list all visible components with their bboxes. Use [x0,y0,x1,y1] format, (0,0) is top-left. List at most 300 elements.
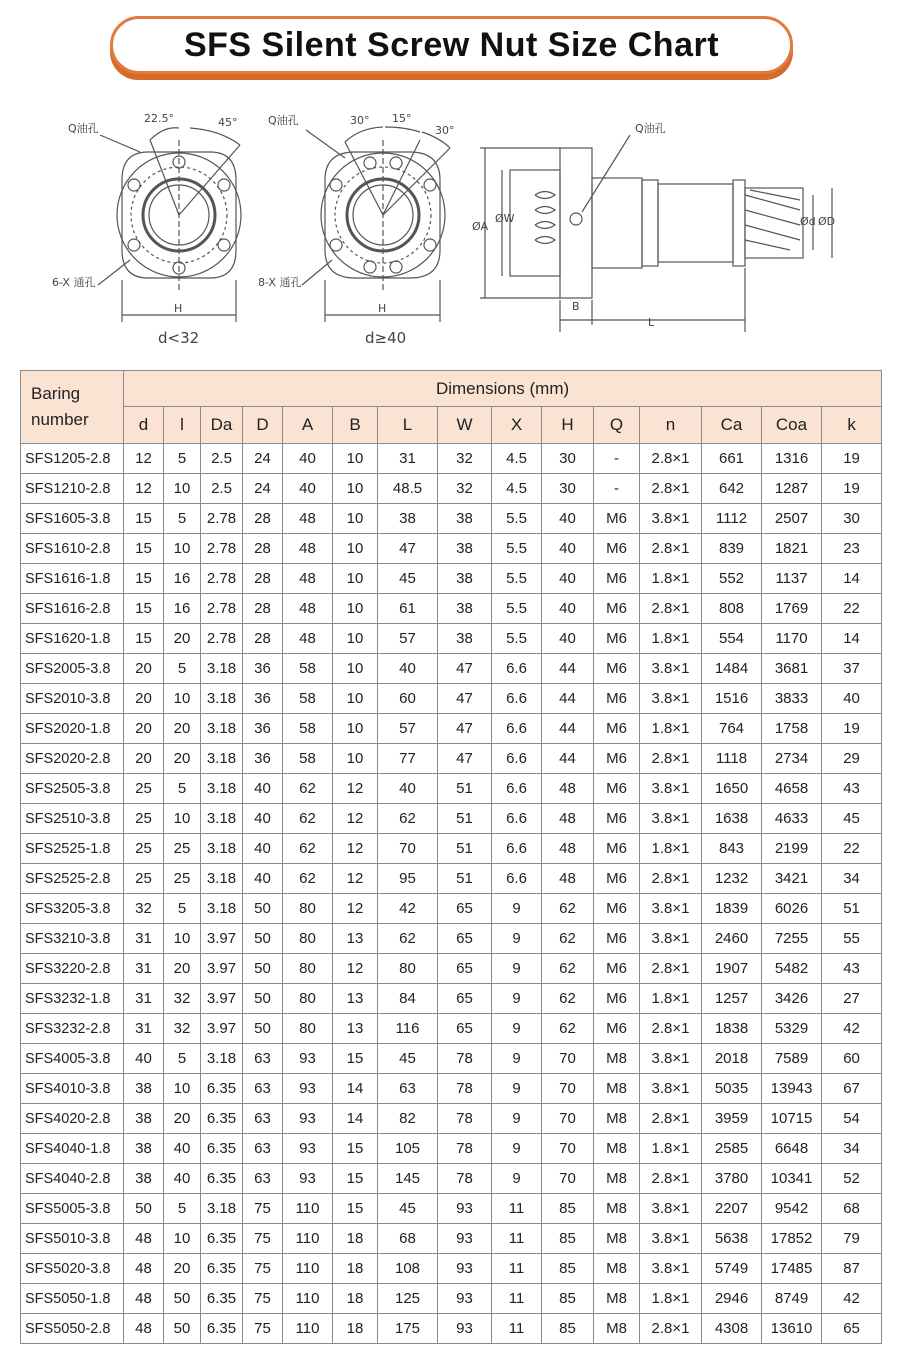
value-cell-coa: 2734 [762,744,822,774]
value-cell-q: M6 [594,714,640,744]
value-cell-l: 5 [164,774,201,804]
value-cell-ca: 1484 [702,654,762,684]
value-cell-w: 51 [438,834,492,864]
value-cell-ca: 2460 [702,924,762,954]
value-cell-d: 15 [124,504,164,534]
table-body [21,444,882,1344]
value-cell-coa: 5482 [762,954,822,984]
column-header-k: k [822,407,882,444]
value-cell-da: 2.78 [201,504,243,534]
value-cell-l: 10 [164,474,201,504]
column-header-a: A [283,407,333,444]
bearing-number-cell: SFS1210-2.8 [21,474,124,504]
value-cell-n: 2.8×1 [640,1014,702,1044]
value-cell-q: M6 [594,534,640,564]
value-cell-a: 93 [283,1074,333,1104]
value-cell-coa: 1287 [762,474,822,504]
value-cell-coa: 1821 [762,534,822,564]
value-cell-w: 93 [438,1194,492,1224]
value-cell-d: 38 [124,1164,164,1194]
value-cell-ca: 642 [702,474,762,504]
table-row [21,984,882,1014]
value-cell-da: 3.18 [201,654,243,684]
value-cell-b: 12 [333,954,378,984]
value-cell-w: 65 [438,954,492,984]
value-cell-q: M6 [594,654,640,684]
value-cell-x: 11 [492,1194,542,1224]
value-cell-ca: 1638 [702,804,762,834]
value-cell-coa: 17485 [762,1254,822,1284]
value-cell-l: 105 [378,1134,438,1164]
value-cell-q: M6 [594,594,640,624]
bearing-number-cell: SFS4040-2.8 [21,1164,124,1194]
value-cell-w: 65 [438,924,492,954]
value-cell-k: 87 [822,1254,882,1284]
value-cell-d: 38 [124,1074,164,1104]
value-cell-da: 2.5 [201,474,243,504]
table-row [21,534,882,564]
value-cell-ca: 1516 [702,684,762,714]
table-row [21,834,882,864]
value-cell-k: 55 [822,924,882,954]
value-cell-d: 32 [124,894,164,924]
value-cell-b: 12 [333,864,378,894]
mid-condition-label: d≥40 [365,329,407,347]
value-cell-a: 80 [283,984,333,1014]
value-cell-k: 51 [822,894,882,924]
value-cell-l: 10 [164,534,201,564]
value-cell-ca: 3780 [702,1164,762,1194]
value-cell-ca: 3959 [702,1104,762,1134]
value-cell-coa: 9542 [762,1194,822,1224]
size-chart-table [20,370,882,1344]
value-cell-da: 6.35 [201,1134,243,1164]
table-row [21,1284,882,1314]
value-cell-d: 63 [243,1164,283,1194]
value-cell-h: 70 [542,1044,594,1074]
value-cell-l: 82 [378,1104,438,1134]
value-cell-l: 62 [378,924,438,954]
value-cell-h: 62 [542,954,594,984]
value-cell-a: 40 [283,474,333,504]
value-cell-ca: 1907 [702,954,762,984]
value-cell-a: 62 [283,774,333,804]
value-cell-h: 70 [542,1104,594,1134]
value-cell-d: 48 [124,1284,164,1314]
table-row [21,924,882,954]
value-cell-l: 48.5 [378,474,438,504]
value-cell-x: 6.6 [492,804,542,834]
value-cell-h: 62 [542,894,594,924]
value-cell-a: 110 [283,1284,333,1314]
value-cell-x: 6.6 [492,864,542,894]
value-cell-ca: 5749 [702,1254,762,1284]
value-cell-h: 62 [542,984,594,1014]
value-cell-l: 45 [378,1044,438,1074]
value-cell-x: 6.6 [492,654,542,684]
value-cell-n: 3.8×1 [640,1194,702,1224]
value-cell-k: 42 [822,1284,882,1314]
value-cell-b: 10 [333,594,378,624]
value-cell-x: 9 [492,1104,542,1134]
value-cell-h: 48 [542,834,594,864]
column-header-b: B [333,407,378,444]
value-cell-k: 22 [822,594,882,624]
value-cell-n: 2.8×1 [640,1164,702,1194]
value-cell-n: 3.8×1 [640,924,702,954]
value-cell-coa: 1769 [762,594,822,624]
value-cell-ca: 1257 [702,984,762,1014]
value-cell-k: 34 [822,864,882,894]
value-cell-d: 36 [243,654,283,684]
value-cell-l: 25 [164,834,201,864]
value-cell-d: 75 [243,1284,283,1314]
table-row [21,804,882,834]
value-cell-a: 48 [283,594,333,624]
value-cell-n: 1.8×1 [640,624,702,654]
bearing-number-cell: SFS5010-3.8 [21,1224,124,1254]
value-cell-b: 18 [333,1284,378,1314]
value-cell-w: 47 [438,714,492,744]
value-cell-coa: 2507 [762,504,822,534]
value-cell-coa: 2199 [762,834,822,864]
value-cell-l: 84 [378,984,438,1014]
value-cell-x: 9 [492,924,542,954]
value-cell-n: 1.8×1 [640,1284,702,1314]
column-header-q: Q [594,407,640,444]
value-cell-d: 50 [243,984,283,1014]
mid-angle-label-3: 30° [435,124,455,137]
mid-holes-label: 8-X 通孔 [258,276,302,289]
value-cell-k: 23 [822,534,882,564]
value-cell-ca: 1650 [702,774,762,804]
value-cell-q: M8 [594,1314,640,1344]
value-cell-da: 6.35 [201,1224,243,1254]
value-cell-x: 6.6 [492,714,542,744]
value-cell-w: 32 [438,474,492,504]
value-cell-h: 44 [542,654,594,684]
value-cell-l: 38 [378,504,438,534]
value-cell-ca: 1838 [702,1014,762,1044]
value-cell-da: 3.97 [201,984,243,1014]
left-width-label: H [174,302,183,315]
bearing-number-cell: SFS2010-3.8 [21,684,124,714]
value-cell-q: M6 [594,1014,640,1044]
value-cell-x: 9 [492,1014,542,1044]
bearing-number-cell: SFS5005-3.8 [21,1194,124,1224]
bearing-number-cell: SFS2510-3.8 [21,804,124,834]
value-cell-k: 22 [822,834,882,864]
title-banner [110,16,793,80]
value-cell-ca: 843 [702,834,762,864]
value-cell-x: 4.5 [492,474,542,504]
table-row [21,1044,882,1074]
value-cell-l: 108 [378,1254,438,1284]
bearing-number-cell: SFS1620-1.8 [21,624,124,654]
value-cell-q: - [594,444,640,474]
table-row [21,954,882,984]
value-cell-d: 63 [243,1134,283,1164]
value-cell-d: 75 [243,1254,283,1284]
value-cell-a: 80 [283,954,333,984]
value-cell-q: M6 [594,804,640,834]
value-cell-b: 10 [333,744,378,774]
value-cell-coa: 4633 [762,804,822,834]
value-cell-d: 40 [124,1044,164,1074]
value-cell-q: M6 [594,924,640,954]
column-header-w: W [438,407,492,444]
value-cell-k: 60 [822,1044,882,1074]
value-cell-d: 38 [124,1134,164,1164]
value-cell-l: 20 [164,1104,201,1134]
value-cell-k: 65 [822,1314,882,1344]
value-cell-w: 65 [438,984,492,1014]
value-cell-b: 13 [333,984,378,1014]
value-cell-a: 80 [283,924,333,954]
value-cell-l: 10 [164,1074,201,1104]
value-cell-x: 11 [492,1254,542,1284]
table-row [21,564,882,594]
value-cell-d: 20 [124,654,164,684]
technical-drawing [40,100,860,350]
value-cell-q: M6 [594,684,640,714]
value-cell-q: M6 [594,744,640,774]
value-cell-da: 6.35 [201,1164,243,1194]
value-cell-w: 51 [438,804,492,834]
value-cell-l: 40 [164,1164,201,1194]
value-cell-n: 3.8×1 [640,774,702,804]
left-angle-label-2: 45° [218,116,238,129]
value-cell-a: 80 [283,894,333,924]
value-cell-d: 36 [243,714,283,744]
header-dimensions: Dimensions (mm) [124,371,882,407]
value-cell-da: 3.18 [201,774,243,804]
value-cell-da: 3.18 [201,714,243,744]
value-cell-a: 48 [283,564,333,594]
value-cell-h: 48 [542,774,594,804]
bearing-number-cell: SFS2020-1.8 [21,714,124,744]
bearing-number-cell: SFS4010-3.8 [21,1074,124,1104]
value-cell-d: 28 [243,594,283,624]
side-B-label: B [572,300,580,313]
value-cell-a: 110 [283,1254,333,1284]
value-cell-b: 15 [333,1164,378,1194]
table-row [21,474,882,504]
value-cell-ca: 1118 [702,744,762,774]
value-cell-w: 93 [438,1284,492,1314]
value-cell-b: 12 [333,894,378,924]
value-cell-d: 63 [243,1044,283,1074]
value-cell-x: 6.6 [492,834,542,864]
value-cell-d: 20 [124,684,164,714]
value-cell-w: 78 [438,1134,492,1164]
value-cell-h: 85 [542,1314,594,1344]
value-cell-b: 10 [333,624,378,654]
table-row [21,714,882,744]
side-view [480,135,832,332]
value-cell-h: 40 [542,624,594,654]
value-cell-k: 68 [822,1194,882,1224]
value-cell-d: 12 [124,444,164,474]
value-cell-da: 2.78 [201,564,243,594]
value-cell-k: 42 [822,1014,882,1044]
value-cell-a: 48 [283,534,333,564]
value-cell-d: 15 [124,534,164,564]
value-cell-a: 62 [283,864,333,894]
value-cell-da: 6.35 [201,1284,243,1314]
value-cell-coa: 6648 [762,1134,822,1164]
value-cell-k: 14 [822,624,882,654]
value-cell-a: 93 [283,1134,333,1164]
table-row [21,774,882,804]
flange-view-8-hole [302,127,450,322]
bearing-number-cell: SFS5020-3.8 [21,1254,124,1284]
value-cell-a: 48 [283,504,333,534]
column-header-l: L [378,407,438,444]
left-condition-label: d<32 [158,329,200,347]
value-cell-ca: 554 [702,624,762,654]
value-cell-h: 70 [542,1134,594,1164]
value-cell-b: 12 [333,804,378,834]
value-cell-x: 9 [492,894,542,924]
value-cell-coa: 1316 [762,444,822,474]
value-cell-q: M8 [594,1164,640,1194]
side-W-label: ØW [495,212,515,225]
value-cell-l: 77 [378,744,438,774]
value-cell-q: M8 [594,1284,640,1314]
value-cell-w: 38 [438,534,492,564]
side-oil-hole-label: Q油孔 [635,122,666,135]
value-cell-l: 20 [164,624,201,654]
value-cell-q: M8 [594,1074,640,1104]
bearing-number-cell: SFS5050-1.8 [21,1284,124,1314]
value-cell-n: 1.8×1 [640,564,702,594]
value-cell-da: 6.35 [201,1104,243,1134]
value-cell-b: 10 [333,444,378,474]
value-cell-coa: 8749 [762,1284,822,1314]
value-cell-x: 11 [492,1284,542,1314]
value-cell-coa: 7589 [762,1044,822,1074]
value-cell-da: 6.35 [201,1254,243,1284]
bearing-number-cell: SFS2005-3.8 [21,654,124,684]
value-cell-x: 5.5 [492,504,542,534]
left-oil-hole-label: Q油孔 [68,122,99,135]
value-cell-l: 20 [164,954,201,984]
value-cell-q: - [594,474,640,504]
value-cell-x: 5.5 [492,534,542,564]
value-cell-q: M6 [594,954,640,984]
value-cell-w: 38 [438,564,492,594]
value-cell-d: 48 [124,1314,164,1344]
value-cell-w: 93 [438,1314,492,1344]
table-row [21,654,882,684]
value-cell-q: M8 [594,1134,640,1164]
value-cell-a: 93 [283,1104,333,1134]
value-cell-k: 19 [822,444,882,474]
value-cell-h: 40 [542,594,594,624]
value-cell-q: M6 [594,984,640,1014]
value-cell-w: 47 [438,744,492,774]
value-cell-x: 9 [492,954,542,984]
bearing-number-cell: SFS5050-2.8 [21,1314,124,1344]
value-cell-ca: 2207 [702,1194,762,1224]
value-cell-d: 50 [124,1194,164,1224]
value-cell-d: 31 [124,954,164,984]
value-cell-k: 14 [822,564,882,594]
value-cell-n: 3.8×1 [640,1074,702,1104]
bearing-number-cell: SFS1616-2.8 [21,594,124,624]
value-cell-coa: 3681 [762,654,822,684]
bearing-number-cell: SFS3232-2.8 [21,1014,124,1044]
value-cell-b: 14 [333,1074,378,1104]
table-row [21,894,882,924]
value-cell-coa: 4658 [762,774,822,804]
value-cell-n: 1.8×1 [640,984,702,1014]
value-cell-d: 36 [243,684,283,714]
value-cell-x: 9 [492,984,542,1014]
value-cell-n: 2.8×1 [640,444,702,474]
value-cell-x: 5.5 [492,564,542,594]
value-cell-q: M6 [594,834,640,864]
value-cell-a: 58 [283,684,333,714]
value-cell-h: 62 [542,924,594,954]
value-cell-l: 5 [164,654,201,684]
value-cell-da: 2.5 [201,444,243,474]
table-row [21,1254,882,1284]
value-cell-x: 6.6 [492,774,542,804]
value-cell-d: 28 [243,504,283,534]
value-cell-a: 110 [283,1194,333,1224]
table-row [21,684,882,714]
value-cell-b: 12 [333,834,378,864]
value-cell-h: 40 [542,534,594,564]
value-cell-coa: 1137 [762,564,822,594]
table-row [21,624,882,654]
value-cell-ca: 2946 [702,1284,762,1314]
value-cell-d: 25 [124,774,164,804]
value-cell-d: 75 [243,1194,283,1224]
value-cell-d: 28 [243,564,283,594]
value-cell-h: 70 [542,1074,594,1104]
value-cell-d: 20 [124,744,164,774]
value-cell-l: 20 [164,714,201,744]
value-cell-k: 34 [822,1134,882,1164]
column-header-row [21,407,882,444]
value-cell-w: 51 [438,774,492,804]
value-cell-d: 25 [124,804,164,834]
value-cell-l: 80 [378,954,438,984]
value-cell-da: 6.35 [201,1074,243,1104]
mid-oil-hole-label: Q油孔 [268,114,299,127]
value-cell-d: 28 [243,534,283,564]
value-cell-da: 3.18 [201,1044,243,1074]
value-cell-w: 78 [438,1164,492,1194]
value-cell-l: 20 [164,1254,201,1284]
value-cell-k: 19 [822,714,882,744]
value-cell-w: 78 [438,1074,492,1104]
value-cell-coa: 13943 [762,1074,822,1104]
bearing-number-cell: SFS1610-2.8 [21,534,124,564]
value-cell-coa: 5329 [762,1014,822,1044]
value-cell-d: 50 [243,1014,283,1044]
value-cell-d: 24 [243,444,283,474]
value-cell-a: 62 [283,804,333,834]
value-cell-l: 10 [164,924,201,954]
value-cell-l: 125 [378,1284,438,1314]
value-cell-q: M6 [594,774,640,804]
value-cell-h: 40 [542,504,594,534]
value-cell-h: 44 [542,684,594,714]
